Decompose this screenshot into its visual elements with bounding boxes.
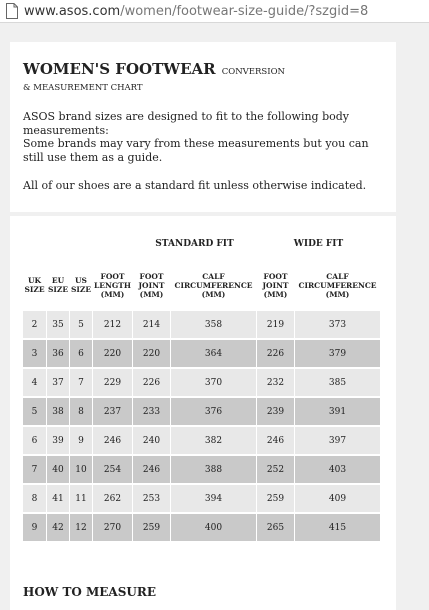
cell-eu-size: 41 <box>47 484 70 513</box>
fit-note: All of our shoes are a standard fit unless otherwise indicated. <box>23 179 367 192</box>
table-row <box>23 339 381 368</box>
cell-wide-calf: 415 <box>295 513 381 542</box>
col-uk-size: UK SIZE <box>23 260 47 311</box>
cell-uk-size: 9 <box>23 513 47 542</box>
cell-us-size: 6 <box>70 339 93 368</box>
cell-wide-foot-joint: 239 <box>257 397 295 426</box>
cell-std-calf: 376 <box>171 397 257 426</box>
cell-uk-size: 4 <box>23 368 47 397</box>
cell-uk-size: 7 <box>23 455 47 484</box>
cell-us-size: 10 <box>70 455 93 484</box>
cell-wide-calf: 379 <box>295 339 381 368</box>
cell-wide-calf: 397 <box>295 426 381 455</box>
cell-std-foot-joint: 233 <box>133 397 171 426</box>
cell-wide-calf: 391 <box>295 397 381 426</box>
cell-uk-size: 8 <box>23 484 47 513</box>
address-bar[interactable] <box>0 0 429 23</box>
cell-wide-foot-joint: 219 <box>257 311 295 340</box>
intro-paragraph: ASOS brand sizes are designed to fit to the following body measurements: Some brands may vary from these measurements but you can still use them as a guide. <box>23 110 369 164</box>
cell-std-calf: 388 <box>171 455 257 484</box>
page-title: WOMEN'S FOOTWEAR CONVERSION <box>23 60 285 78</box>
how-to-measure-heading: HOW TO MEASURE <box>23 585 156 599</box>
size-rows <box>23 311 381 542</box>
cell-wide-foot-joint: 226 <box>257 339 295 368</box>
cell-us-size: 8 <box>70 397 93 426</box>
cell-std-calf: 394 <box>171 484 257 513</box>
cell-us-size: 9 <box>70 426 93 455</box>
table-row <box>23 484 381 513</box>
cell-wide-calf: 409 <box>295 484 381 513</box>
cell-eu-size: 39 <box>47 426 70 455</box>
intro-card <box>10 42 396 212</box>
page-icon <box>5 3 19 19</box>
cell-uk-size: 3 <box>23 339 47 368</box>
cell-us-size: 7 <box>70 368 93 397</box>
group-wide-fit: WIDE FIT <box>257 229 381 260</box>
cell-eu-size: 40 <box>47 455 70 484</box>
cell-us-size: 5 <box>70 311 93 340</box>
col-std-calf: CALF CIRCUMFERENCE (MM) <box>171 260 257 311</box>
cell-wide-calf: 373 <box>295 311 381 340</box>
table-row <box>23 311 381 340</box>
cell-wide-calf: 403 <box>295 455 381 484</box>
cell-eu-size: 37 <box>47 368 70 397</box>
cell-wide-calf: 385 <box>295 368 381 397</box>
col-us-size: US SIZE <box>70 260 93 311</box>
cell-std-foot-joint: 214 <box>133 311 171 340</box>
cell-std-foot-joint: 246 <box>133 455 171 484</box>
header-spacer <box>23 229 47 260</box>
url-text[interactable]: www.asos.com/women/footwear-size-guide/?szgid=8 <box>24 3 369 19</box>
size-table <box>22 228 381 542</box>
cell-eu-size: 35 <box>47 311 70 340</box>
cell-std-foot-joint: 220 <box>133 339 171 368</box>
cell-foot-length: 246 <box>93 426 133 455</box>
cell-std-calf: 364 <box>171 339 257 368</box>
cell-us-size: 12 <box>70 513 93 542</box>
cell-foot-length: 229 <box>93 368 133 397</box>
cell-wide-foot-joint: 252 <box>257 455 295 484</box>
cell-wide-foot-joint: 232 <box>257 368 295 397</box>
table-row <box>23 397 381 426</box>
cell-std-foot-joint: 259 <box>133 513 171 542</box>
cell-wide-foot-joint: 246 <box>257 426 295 455</box>
cell-foot-length: 237 <box>93 397 133 426</box>
cell-eu-size: 36 <box>47 339 70 368</box>
cell-std-calf: 400 <box>171 513 257 542</box>
cell-us-size: 11 <box>70 484 93 513</box>
size-table-card <box>10 216 396 572</box>
cell-uk-size: 2 <box>23 311 47 340</box>
cell-std-calf: 358 <box>171 311 257 340</box>
cell-wide-foot-joint: 259 <box>257 484 295 513</box>
table-row <box>23 368 381 397</box>
col-eu-size: EU SIZE <box>47 260 70 311</box>
cell-foot-length: 212 <box>93 311 133 340</box>
cell-foot-length: 254 <box>93 455 133 484</box>
page-subtitle: & MEASUREMENT CHART <box>23 83 143 93</box>
col-foot-length: FOOT LENGTH (MM) <box>93 260 133 311</box>
cell-wide-foot-joint: 265 <box>257 513 295 542</box>
cell-eu-size: 42 <box>47 513 70 542</box>
how-to-card <box>10 570 396 610</box>
cell-std-calf: 370 <box>171 368 257 397</box>
cell-uk-size: 5 <box>23 397 47 426</box>
cell-std-foot-joint: 226 <box>133 368 171 397</box>
cell-std-calf: 382 <box>171 426 257 455</box>
table-row <box>23 513 381 542</box>
table-row <box>23 426 381 455</box>
cell-foot-length: 220 <box>93 339 133 368</box>
col-wide-calf: CALF CIRCUMFERENCE (MM) <box>295 260 381 311</box>
col-wide-foot-joint: FOOT JOINT (MM) <box>257 260 295 311</box>
cell-foot-length: 270 <box>93 513 133 542</box>
col-std-foot-joint: FOOT JOINT (MM) <box>133 260 171 311</box>
cell-std-foot-joint: 253 <box>133 484 171 513</box>
group-standard-fit: STANDARD FIT <box>133 229 257 260</box>
table-row <box>23 455 381 484</box>
cell-foot-length: 262 <box>93 484 133 513</box>
cell-eu-size: 38 <box>47 397 70 426</box>
cell-std-foot-joint: 240 <box>133 426 171 455</box>
cell-uk-size: 6 <box>23 426 47 455</box>
